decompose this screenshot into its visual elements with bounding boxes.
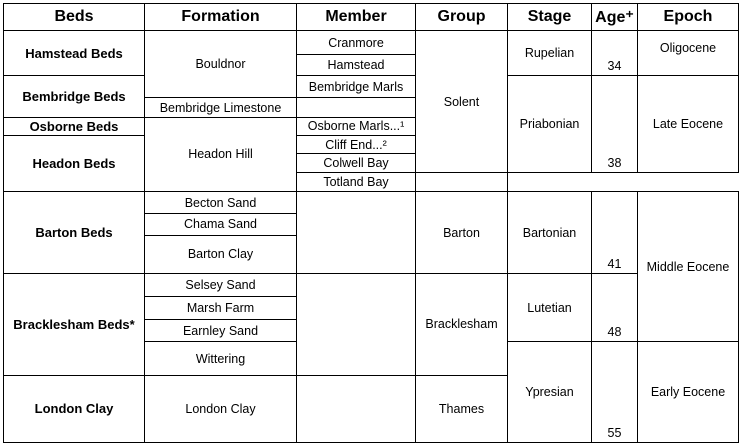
stratigraphy-table: [3, 3, 739, 443]
member-blank: [297, 98, 416, 117]
age-38: 38: [592, 76, 638, 172]
bed-bembridge: Bembridge Beds: [4, 76, 145, 118]
member-blank: [297, 191, 416, 273]
formation-bouldnor: Bouldnor: [145, 31, 297, 98]
header-group: Group: [416, 4, 508, 31]
epoch-middle-eocene: Middle Eocene: [638, 191, 739, 341]
stage-bartonian: Bartonian: [508, 191, 592, 273]
header-age: Age⁺: [592, 4, 638, 31]
group-blank: [416, 172, 508, 191]
group-barton: Barton: [416, 191, 508, 273]
formation-becton-sand: Becton Sand: [145, 191, 297, 213]
member-osborne-marls: Osborne Marls...¹: [297, 117, 416, 135]
member-cliff-end: Cliff End...²: [297, 136, 416, 154]
table-row: [4, 31, 739, 54]
formation-wittering: Wittering: [145, 342, 297, 376]
bed-london-clay: London Clay: [4, 375, 145, 442]
epoch-oligocene: Oligocene: [638, 31, 739, 76]
group-thames: Thames: [416, 375, 508, 442]
epoch-early-eocene: Early Eocene: [638, 342, 739, 443]
header-epoch: Epoch: [638, 4, 739, 31]
member-totland-bay: Totland Bay: [297, 172, 416, 191]
bed-bracklesham: Bracklesham Beds*: [4, 274, 145, 376]
bed-hamstead: Hamstead Beds: [4, 31, 145, 76]
bed-headon: Headon Beds: [4, 136, 145, 192]
formation-headon-hill: Headon Hill: [145, 117, 297, 191]
stage-rupelian: Rupelian: [508, 31, 592, 76]
formation-earnley-sand: Earnley Sand: [145, 319, 297, 341]
formation-barton-clay: Barton Clay: [145, 235, 297, 274]
header-row: [4, 4, 739, 31]
header-stage: Stage: [508, 4, 592, 31]
formation-bembridge-limestone: Bembridge Limestone: [145, 98, 297, 117]
header-beds: Beds: [4, 4, 145, 31]
age-48: 48: [592, 274, 638, 342]
stage-lutetian: Lutetian: [508, 274, 592, 342]
formation-chama-sand: Chama Sand: [145, 214, 297, 235]
header-member: Member: [297, 4, 416, 31]
member-colwell-bay: Colwell Bay: [297, 154, 416, 172]
formation-selsey-sand: Selsey Sand: [145, 274, 297, 296]
table-row: [4, 191, 739, 213]
formation-marsh-farm: Marsh Farm: [145, 296, 297, 319]
group-solent: Solent: [416, 31, 508, 172]
age-55: 55: [592, 342, 638, 443]
header-formation: Formation: [145, 4, 297, 31]
member-blank: [297, 375, 416, 442]
stage-ypresian: Ypresian: [508, 342, 592, 443]
age-34: 34: [592, 31, 638, 76]
member-bembridge-marls: Bembridge Marls: [297, 76, 416, 98]
stage-priabonian: Priabonian: [508, 76, 592, 172]
table-row: [4, 274, 739, 296]
group-bracklesham: Bracklesham: [416, 274, 508, 376]
member-blank: [297, 274, 416, 376]
formation-london-clay: London Clay: [145, 375, 297, 442]
age-41: 41: [592, 191, 638, 273]
table-row: [4, 76, 739, 98]
bed-barton: Barton Beds: [4, 191, 145, 273]
member-hamstead: Hamstead: [297, 54, 416, 75]
member-cranmore: Cranmore: [297, 31, 416, 54]
bed-osborne: Osborne Beds: [4, 117, 145, 135]
epoch-late-eocene: Late Eocene: [638, 76, 739, 172]
